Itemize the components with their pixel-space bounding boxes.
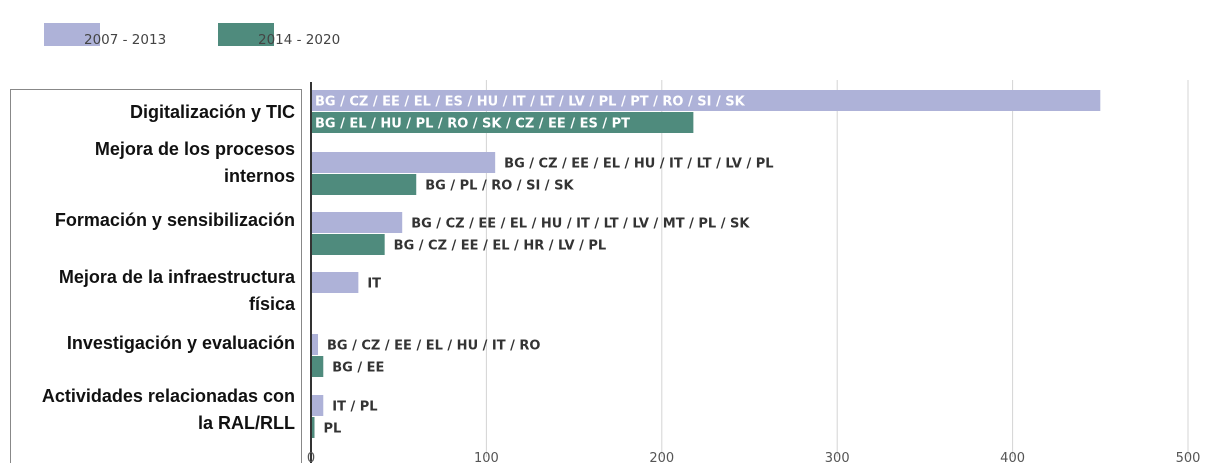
bar-2014-2020 bbox=[311, 356, 323, 377]
legend-label-2007-2013: 2007 - 2013 bbox=[84, 32, 167, 48]
category-label: Mejora de los procesos bbox=[94, 139, 295, 159]
category-label: Formación y sensibilización bbox=[54, 210, 295, 230]
bar-2014-2020 bbox=[311, 174, 416, 195]
legend-label-2014-2020: 2014 - 2020 bbox=[258, 32, 341, 48]
x-tick-label: 0 bbox=[306, 451, 316, 463]
bar-label: BG / EL / HU / PL / RO / SK / CZ / EE / ES / PT bbox=[315, 116, 631, 132]
category-label: física bbox=[248, 294, 295, 314]
category-label: Digitalización y TIC bbox=[129, 102, 295, 122]
category-label: internos bbox=[223, 166, 295, 186]
bar-label: PL bbox=[323, 421, 342, 437]
x-tick-label: 100 bbox=[473, 451, 499, 463]
category-label: Investigación y evaluación bbox=[66, 333, 295, 353]
bar-2014-2020 bbox=[311, 234, 385, 255]
bar-label: BG / CZ / EE / EL / ES / HU / IT / LT / LV / PL / PT / RO / SI / SK bbox=[315, 94, 745, 110]
x-tick-label: 400 bbox=[1000, 451, 1026, 463]
bar-label: BG / CZ / EE / EL / HR / LV / PL bbox=[393, 238, 607, 254]
bar-label: BG / CZ / EE / EL / HU / IT / RO bbox=[327, 338, 541, 354]
bar-2007-2013 bbox=[311, 334, 318, 355]
category-label: Actividades relacionadas con bbox=[41, 386, 295, 406]
bar-2007-2013 bbox=[311, 212, 402, 233]
bar-label: BG / CZ / EE / EL / HU / IT / LT / LV / PL bbox=[504, 156, 774, 172]
bar-label: BG / EE bbox=[332, 360, 385, 376]
bar-label: IT / PL bbox=[332, 399, 378, 415]
category-label: Mejora de la infraestructura bbox=[58, 267, 295, 287]
x-tick-label: 200 bbox=[649, 451, 675, 463]
category-label: la RAL/RLL bbox=[198, 413, 295, 433]
x-tick-label: 300 bbox=[824, 451, 850, 463]
bar-label: IT bbox=[367, 276, 382, 292]
bar-label: BG / CZ / EE / EL / HU / IT / LT / LV / MT / PL / SK bbox=[411, 216, 750, 232]
bar-2007-2013 bbox=[311, 395, 323, 416]
bar-label: BG / PL / RO / SI / SK bbox=[425, 178, 574, 194]
bar-2007-2013 bbox=[311, 152, 495, 173]
bar-2007-2013 bbox=[311, 272, 358, 293]
x-tick-label: 500 bbox=[1175, 451, 1201, 463]
